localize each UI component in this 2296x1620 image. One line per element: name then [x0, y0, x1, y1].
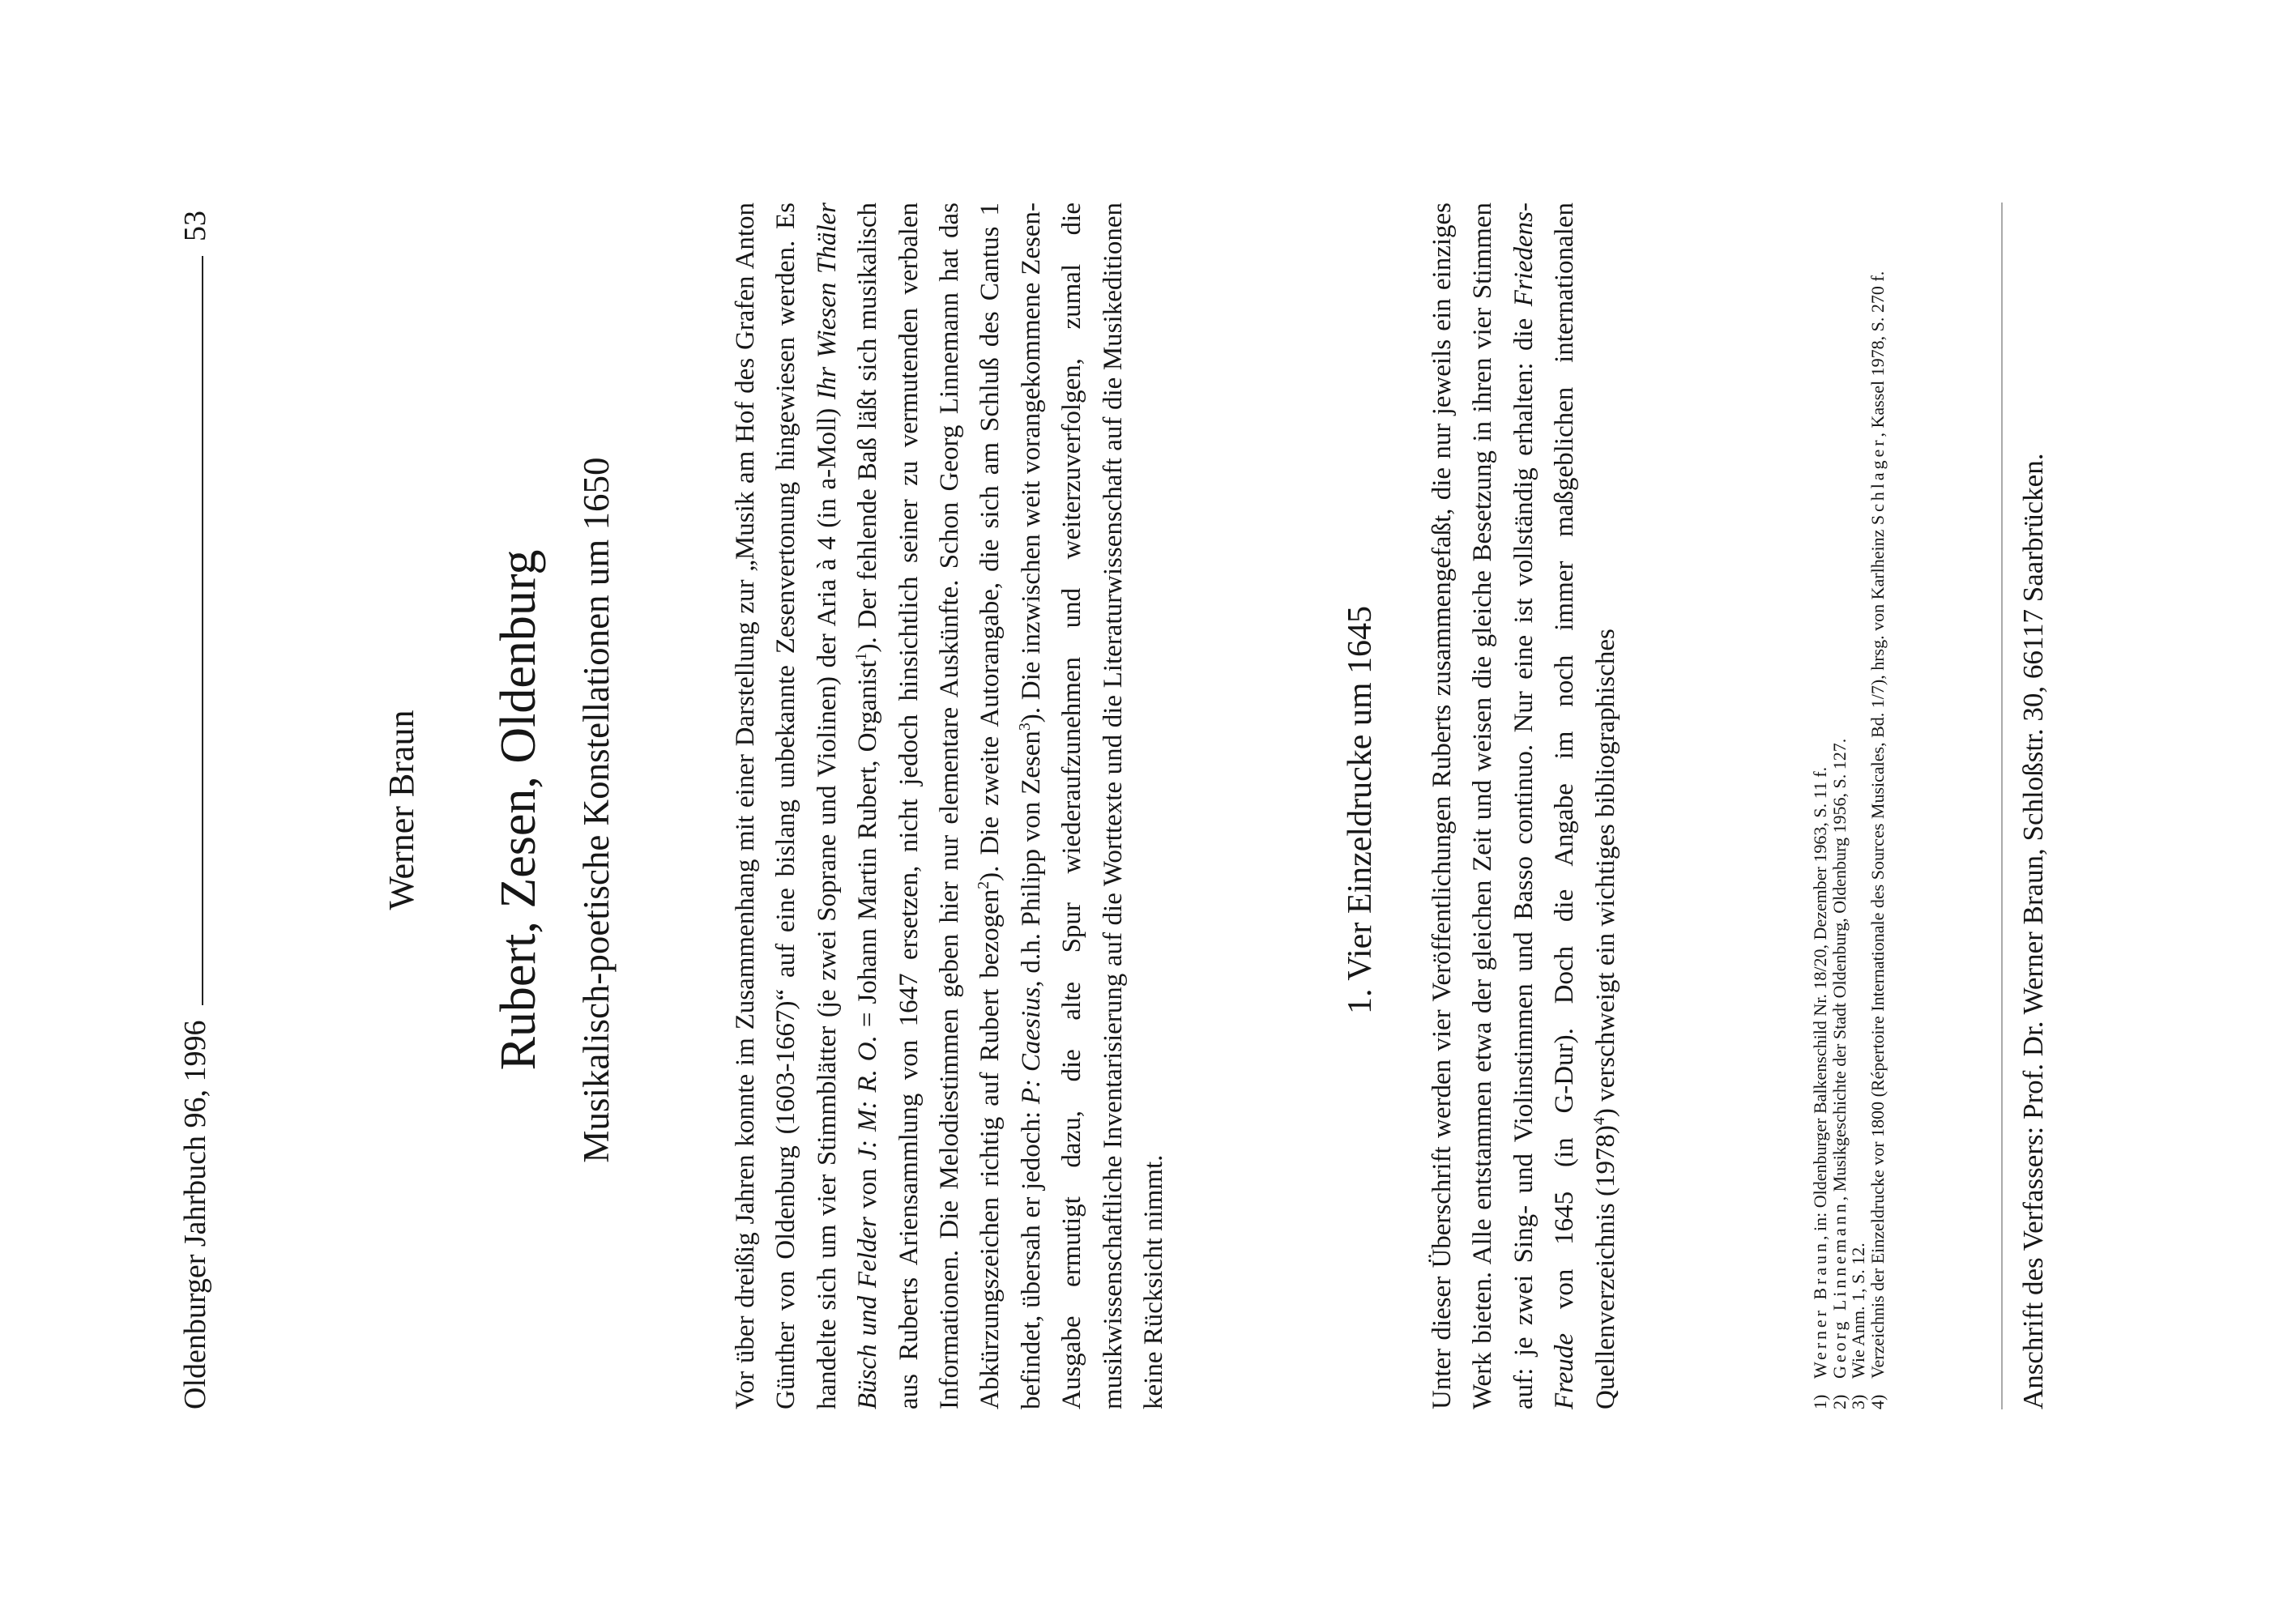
article-author: Werner Braun [382, 710, 421, 910]
aria-title: Ihr Wiesen Thäler Büsch und Felder [812, 202, 883, 1409]
work-title-friedens-freude: Friedens-Freude [1509, 202, 1580, 1409]
footnote: 1) Werner Braun, in: Oldenburger Balkenschild Nr. 18/20, Dezember 1963, S. 11 f. [1810, 766, 1830, 1409]
footnote-ref-4[interactable]: 4 [1590, 1117, 1608, 1126]
footnote-name: Georg Linnemann [1829, 1200, 1850, 1379]
author-address: Anschrift des Verfassers: Prof. Dr. Werner Braun, Schloßstr. 30, 66117 Saarbrücken. [2017, 453, 2049, 1409]
running-header [162, 211, 211, 1409]
article-title: Rubert, Zesen, Oldenburg [491, 549, 546, 1071]
footnote-name: Werner Braun [1810, 1240, 1830, 1379]
footnote: 2) Georg Linnemann, Musikgeschichte der Stadt Oldenburg, Oldenburg 1956, S. 127. [1829, 738, 1850, 1409]
footnote-ref-1[interactable]: 1 [852, 652, 871, 661]
footnote-ref-3[interactable]: 3 [1015, 723, 1034, 731]
composer-initials: J: M: R. O. [853, 1035, 883, 1161]
footnote: 4) Verzeichnis der Einzeldrucke vor 1800 (Répertoire Internationale des Sources Musicales, Bd. 1/7), hrsg. von Karlheinz Schlager, Kassel 1978, S. 270 f. [1867, 271, 1888, 1409]
page-number: 53 [178, 211, 212, 241]
section-paragraph: Unter dieser Überschrift werden vier Veröffentlichungen Ruberts zusammengefaßt, die nur jeweils ein einziges Werk bieten. Alle entstammen etwa der gleichen Zeit und weisen die gleiche Besetzung in ihren vier Stimmen auf: je zwei Sing- und Violinstimmen und Basso continuo. Nur eine ist vollständig erhalten: die Friedens-Freude von 1645 (in G-Dur). Doch die Angabe im noch immer maßgeblichen internationalen Quellenverzeichnis $(1978)^4$) verschweigt ein wichtiges bibliographisches [1428, 202, 1620, 1409]
author-name-caesius: P: Caesius [1016, 987, 1046, 1105]
footer-rule [2001, 202, 2003, 1409]
section-heading: 1. Vier Einzeldrucke um 1645 [1342, 605, 1379, 1015]
header-rule [202, 256, 203, 1005]
journal-title: Oldenburger Jahrbuch 96, 1996 [178, 1020, 212, 1409]
article-subtitle: Musikalisch-poetische Konstellationen um 1650 [576, 457, 617, 1163]
footnotes [1811, 202, 1887, 1409]
footnote: 3) Wie Anm. 1, S. 12. [1848, 1243, 1868, 1409]
intro-paragraph: Vor über dreißig Jahren konnte im Zusammenhang mit einer Darstellung zur „Musik am Hof des Grafen Anton Günther von Oldenburg (1603-1667)“ auf eine bislang unbekannte Zesenvertonung hingewiesen werden. Es handelte sich um vier Stimmblätter (je zwei Soprane und Violinen) der Aria à 4 (in a-Moll) Ihr Wiesen Thäler Büsch und Felder von J: M: R. O. = Johann Martin Rubert, Organist$^1$). Der fehlende Baß läßt sich musikalisch aus Ruberts Ariensammlung von 1647 ersetzen, nicht jedoch hinsichtlich seiner zu vermutenden verbalen Informationen. Die Melodiestimmen geben hier nur elementare Auskünfte. Schon Georg Linnemann hat das Abkürzungszeichen richtig auf Rubert bezogen$^2$). Die zweite Autorangabe, die sich am Schluß des Cantus 1 befindet, übersah er jedoch: P: Caesius, d.h. Philipp von Zesen$^3$). Die inzwischen weit vorangekommene Zesen-Ausgabe ermutigt dazu, die alte Spur wiederaufzunehmen und weiterzuverfolgen, zumal die musikwissenschaftliche Inventarisierung auf die Worttexte und die Literaturwissenschaft auf die Musikeditionen keine Rücksicht nimmt. [731, 202, 1169, 1409]
footnote-name: Schlager [1867, 437, 1888, 526]
footnote-ref-2[interactable]: 2 [975, 880, 993, 889]
